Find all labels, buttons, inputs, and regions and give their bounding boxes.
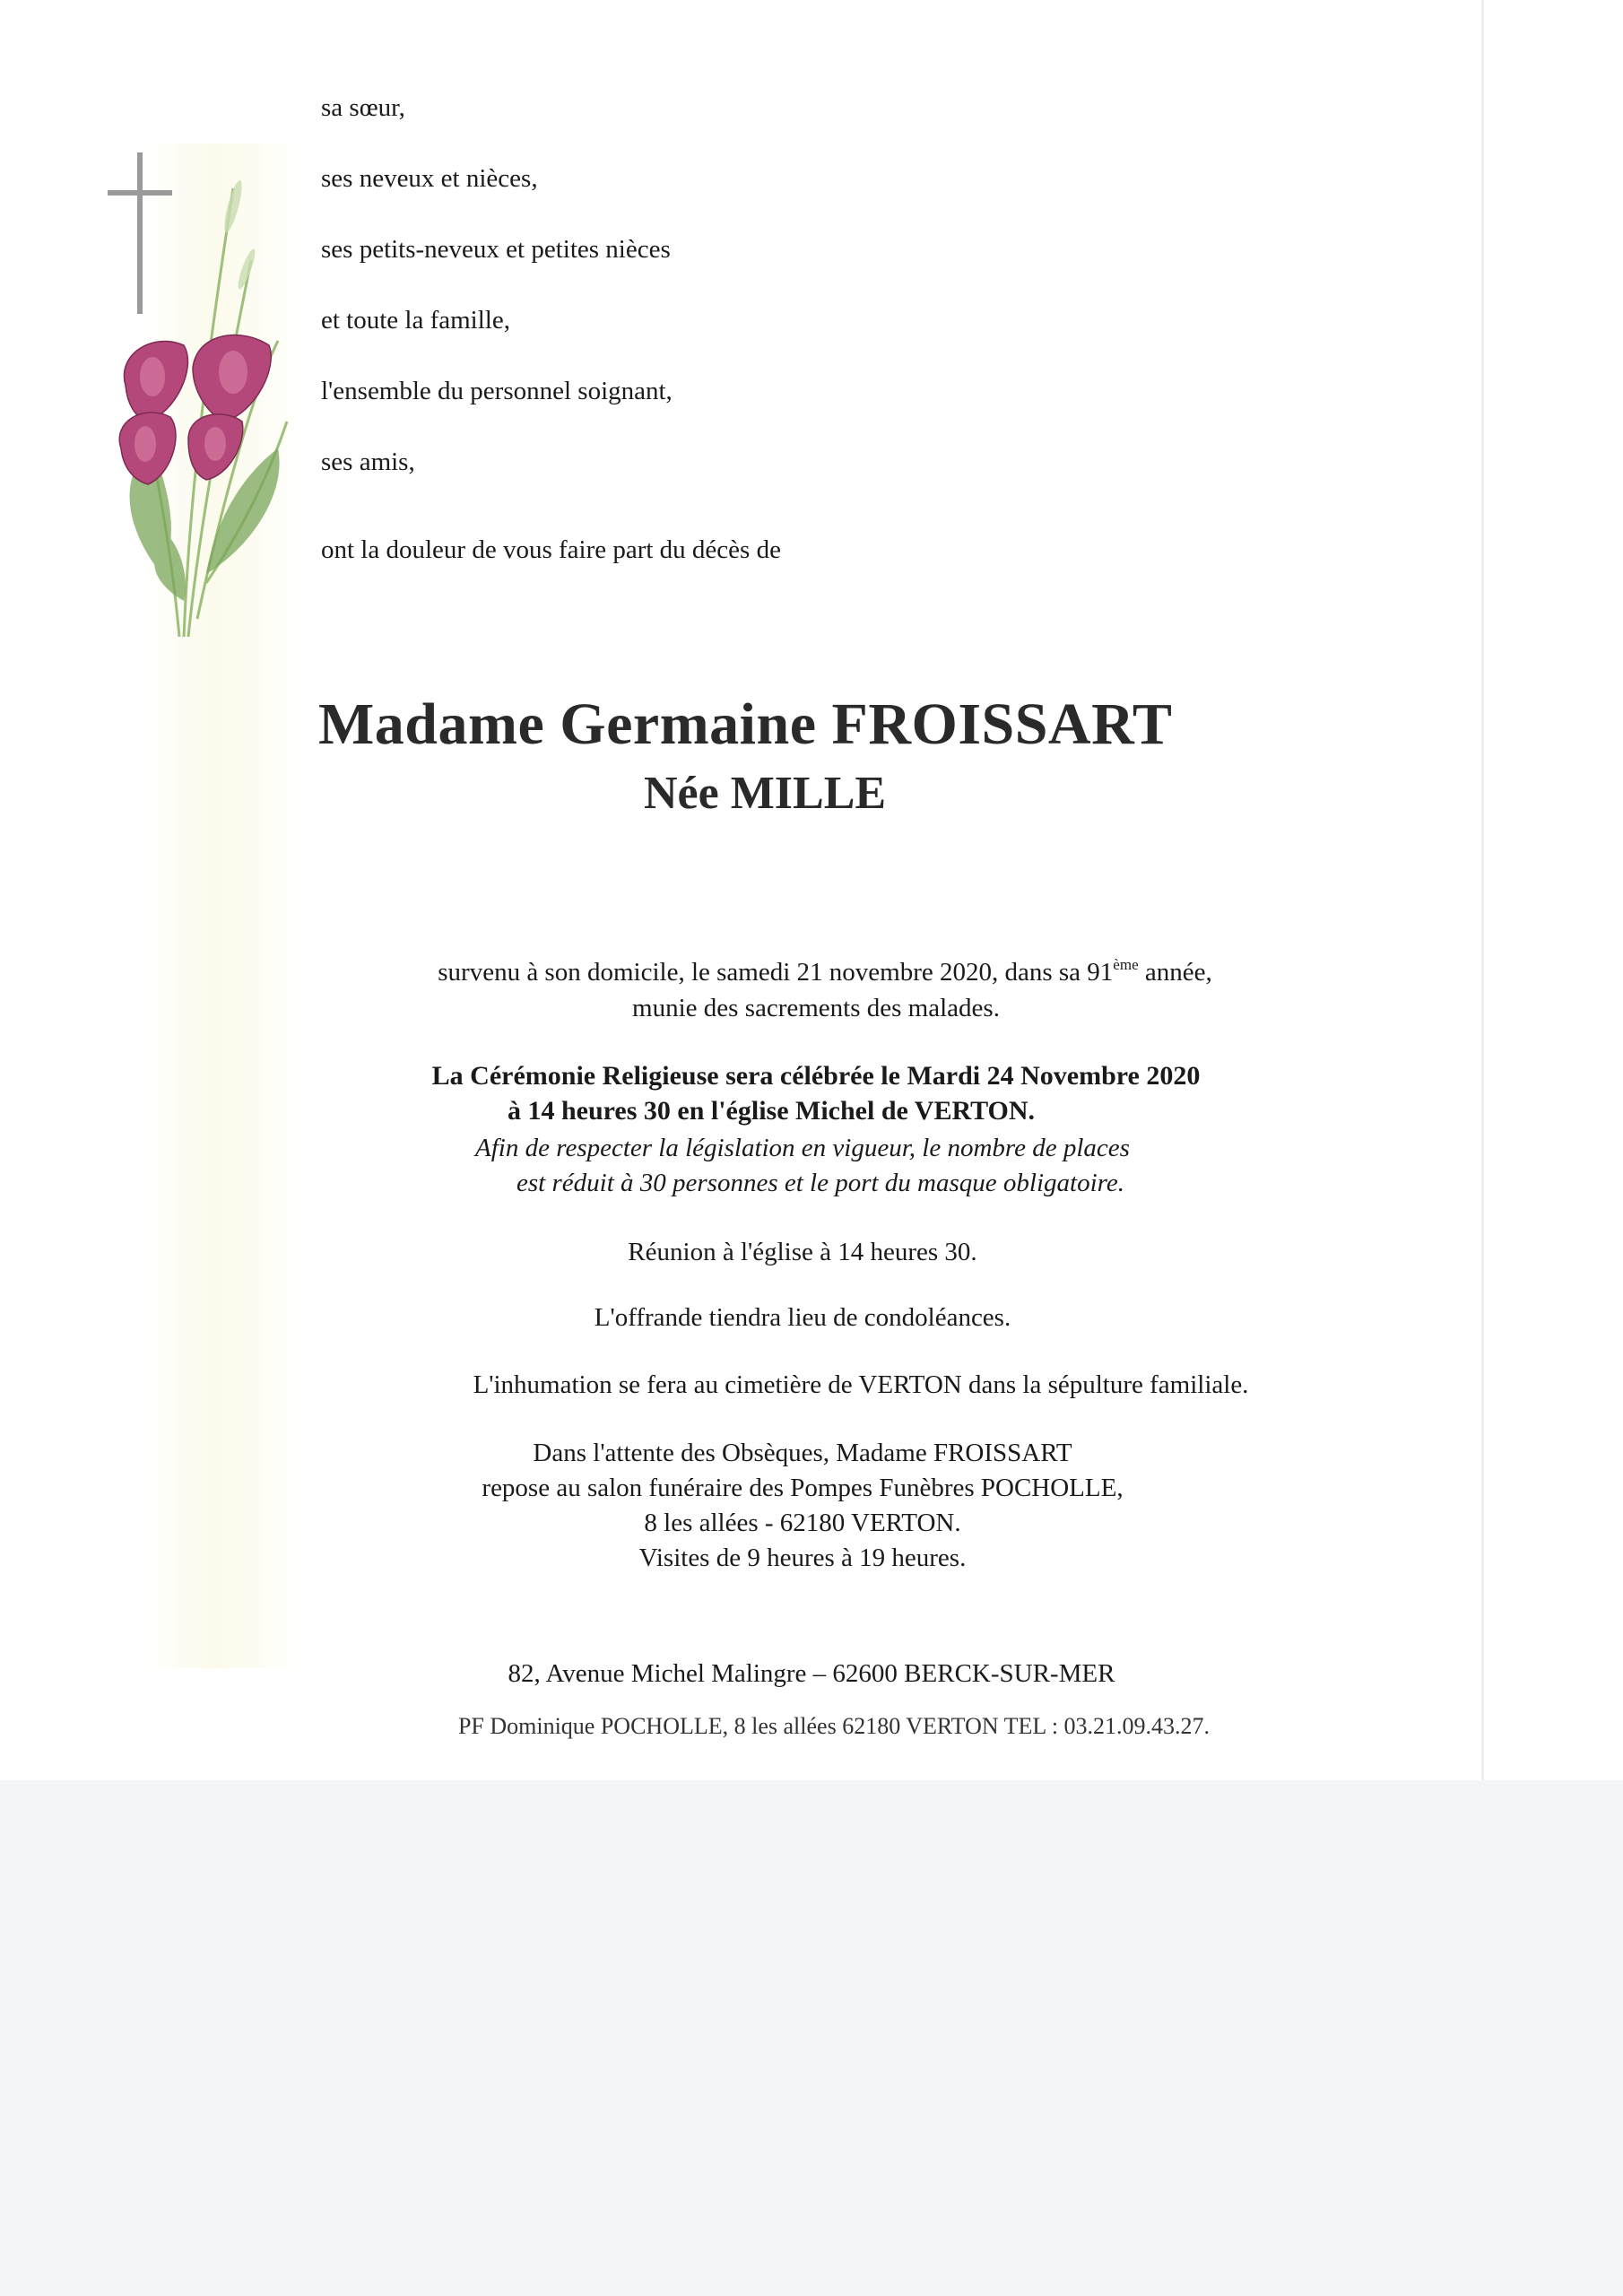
death-text-b: année, [1138, 958, 1212, 987]
ceremony-note-1: Afin de respecter la législation en vigueur, le nombre de places [475, 1134, 1130, 1162]
maiden-name: Née MILLE [644, 768, 887, 819]
ceremony-line-1: La Cérémonie Religieuse sera célébrée le Mardi 24 Novembre 2020 [431, 1061, 1201, 1091]
family-member: l'ensemble du personnel soignant, [321, 377, 673, 405]
burial-text: L'inhumation se fera au cimetière de VERTON dans la sépulture familiale. [473, 1370, 1249, 1399]
reunion-text: Réunion à l'église à 14 heures 30. [628, 1238, 977, 1266]
funeral-home-footer: PF Dominique POCHOLLE, 8 les allées 62180 VERTON TEL : 03.21.09.43.27. [457, 1713, 1211, 1739]
scan-background [0, 1780, 1623, 2296]
repose-line: Visites de 9 heures à 19 heures. [638, 1544, 967, 1572]
family-member: sa sœur, [321, 93, 405, 122]
death-line-2: munie des sacrements des malades. [632, 994, 1000, 1022]
family-list [321, 90, 673, 515]
family-address: 82, Avenue Michel Malingre – 62600 BERCK-SUR-MER [508, 1659, 1115, 1688]
family-member: ses petits-neveux et petites nièces [321, 235, 671, 264]
calla-lily-bouquet-icon [99, 152, 305, 637]
repose-line: Dans l'attente des Obsèques, Madame FROISSART [533, 1439, 1072, 1467]
ceremony-line-2: à 14 heures 30 en l'église Michel de VERTON. [507, 1096, 1036, 1126]
repose-line: repose au salon funéraire des Pompes Funèbres POCHOLLE, [482, 1474, 1124, 1502]
ordinal-suffix: ème [1113, 956, 1139, 973]
ceremony-note-2: est réduit à 30 personnes et le port du masque obligatoire. [516, 1169, 1124, 1197]
death-line-1 [0, 958, 1623, 987]
cross-icon [108, 152, 172, 314]
offering-text: L'offrande tiendra lieu de condoléances. [594, 1303, 1011, 1332]
family-member: et toute la famille, [321, 306, 510, 335]
death-text-a: survenu à son domicile, le samedi 21 novembre 2020, dans sa 91 [438, 958, 1114, 987]
family-member: ses amis, [321, 448, 415, 476]
family-member: ses neveux et nièces, [321, 164, 538, 193]
repose-line: 8 les allées - 62180 VERTON. [644, 1509, 961, 1537]
deceased-name: Madame Germaine FROISSART [318, 691, 1173, 757]
announcement-intro: ont la douleur de vous faire part du décès de [321, 535, 781, 564]
